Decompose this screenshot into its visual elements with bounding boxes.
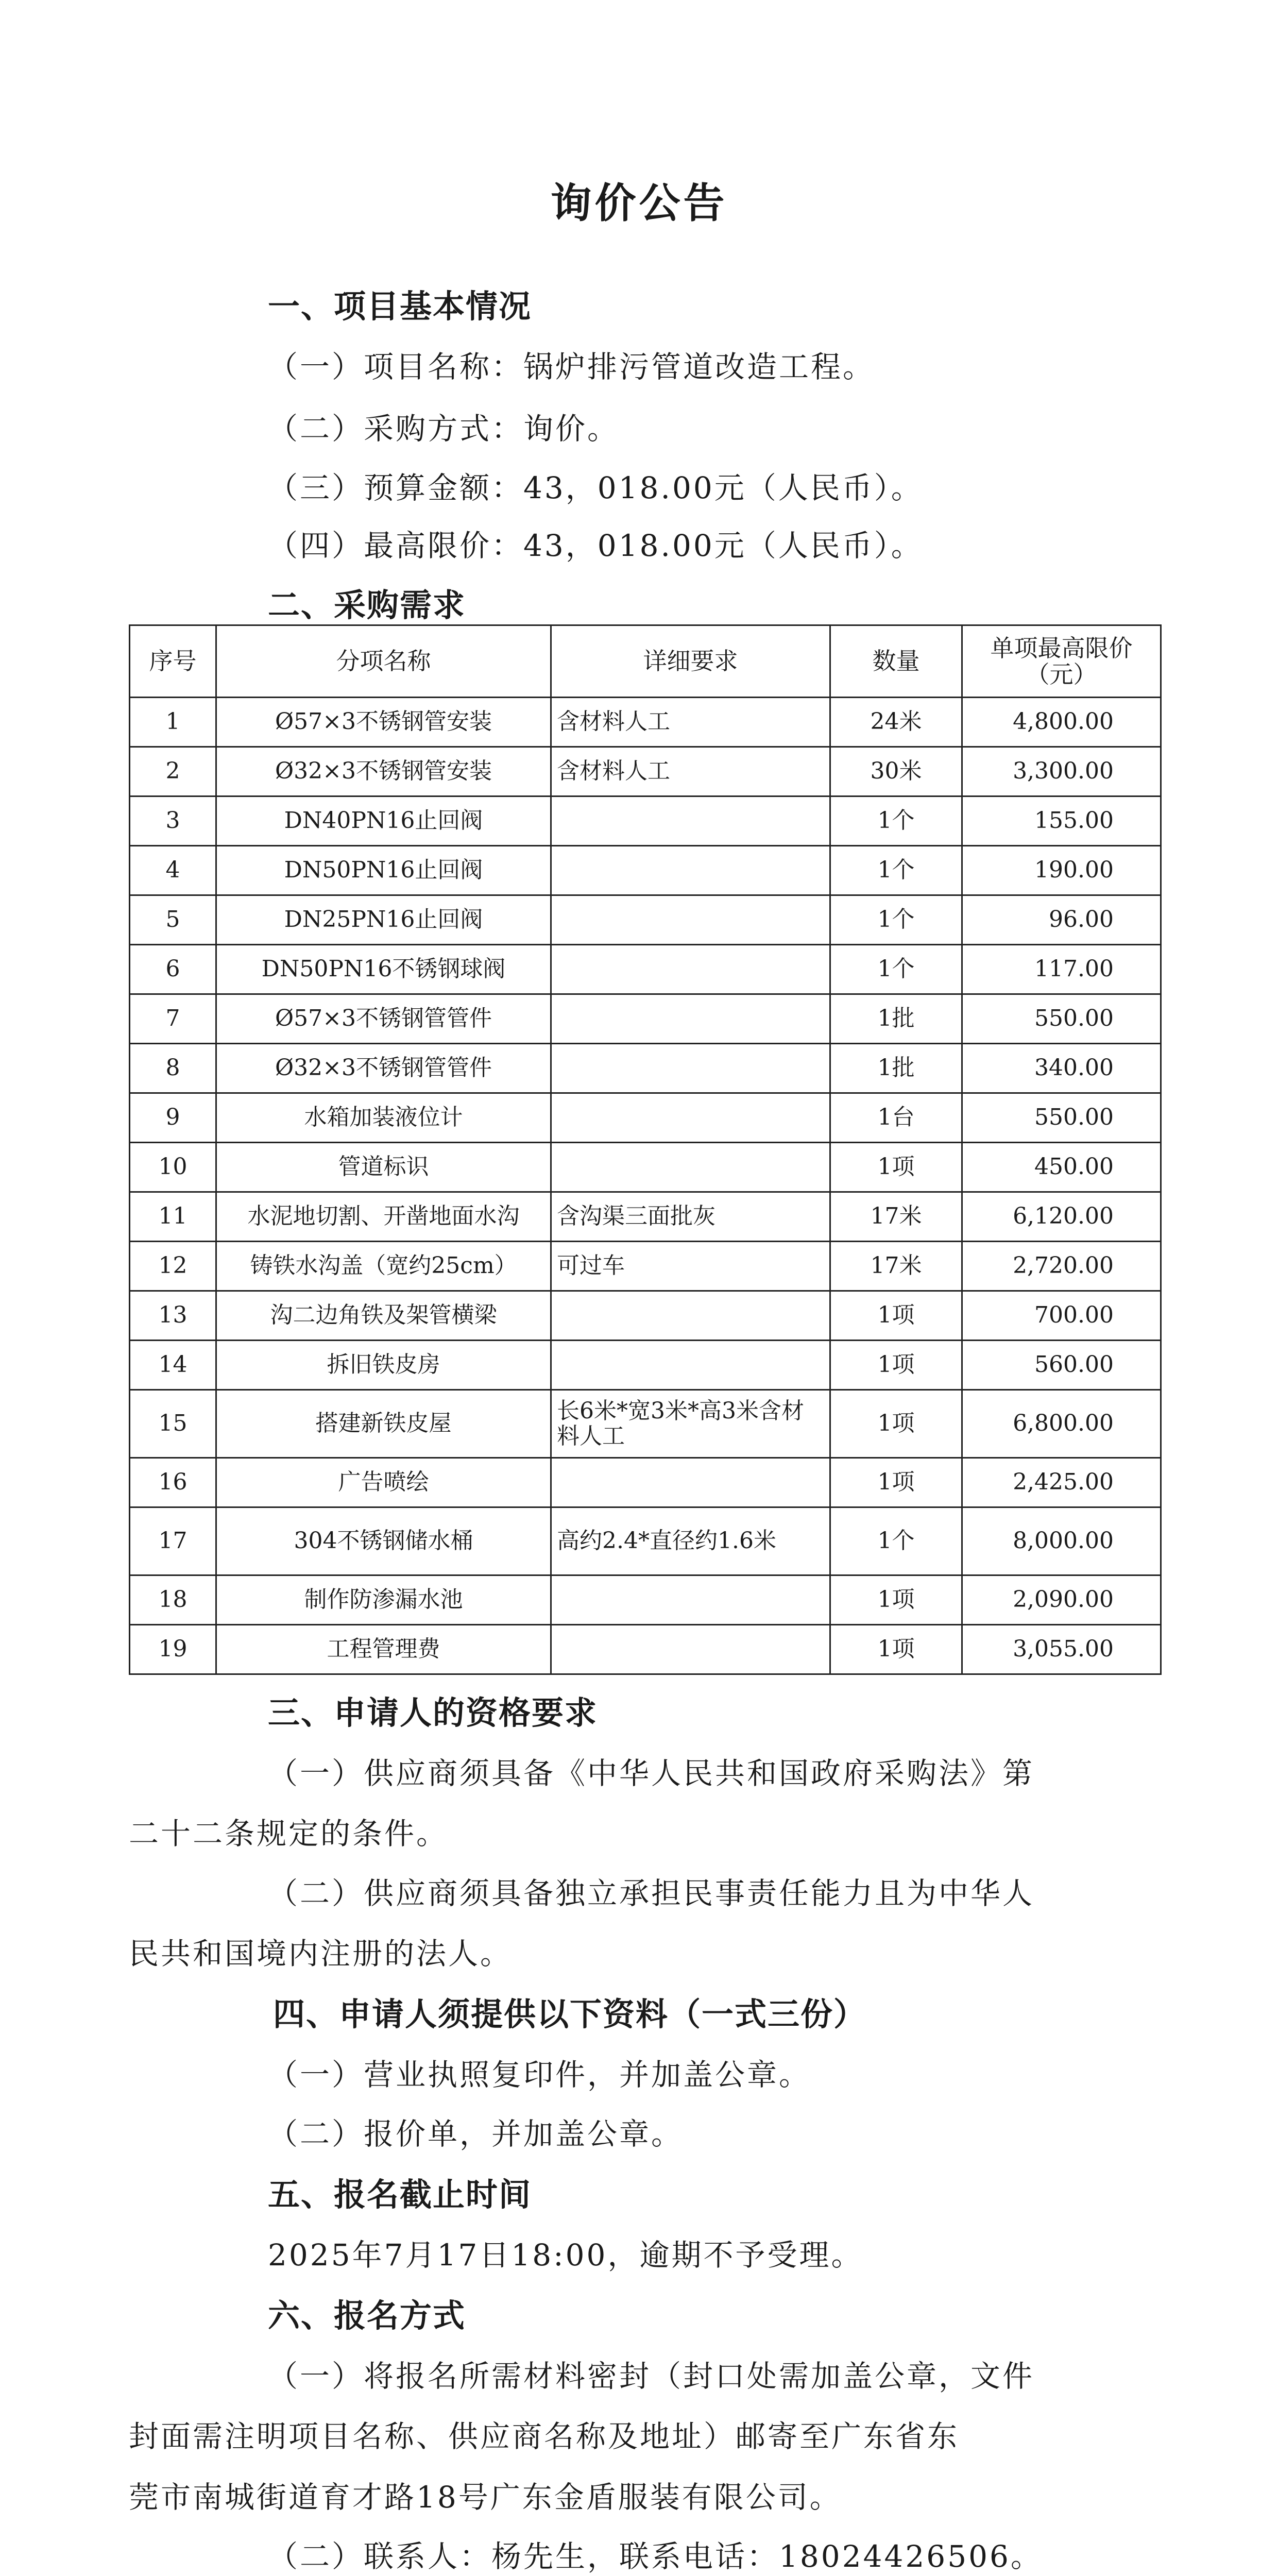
cell-quantity: 1个 xyxy=(830,796,962,846)
cell-quantity: 30米 xyxy=(830,747,962,796)
table-row xyxy=(130,1192,1161,1242)
cell-item-name: Ø32×3不锈钢管管件 xyxy=(216,1044,551,1093)
cell-no: 18 xyxy=(130,1575,216,1625)
cell-requirement xyxy=(551,1044,830,1093)
cell-quantity: 1台 xyxy=(830,1093,962,1143)
cell-requirement: 含材料人工 xyxy=(551,747,830,796)
header-quantity: 数量 xyxy=(830,625,962,698)
cell-no: 13 xyxy=(130,1291,216,1341)
cell-max-price: 3,300.00 xyxy=(962,747,1161,796)
registration-1-line-3: 莞市南城街道育才路18号广东金盾服装有限公司。 xyxy=(129,2480,842,2515)
requirements-table xyxy=(129,624,1162,1675)
table-row xyxy=(130,1575,1161,1625)
cell-quantity: 1项 xyxy=(830,1291,962,1341)
table-row xyxy=(130,1390,1161,1458)
deadline-line: 2025年7月17日18:00，逾期不予受理。 xyxy=(268,2238,863,2273)
cell-requirement: 长6米*宽3米*高3米含材料人工 xyxy=(551,1390,830,1458)
qualification-1-line-2: 二十二条规定的条件。 xyxy=(129,1816,449,1851)
procurement-method-line: （二）采购方式：询价。 xyxy=(268,411,620,446)
cell-max-price: 550.00 xyxy=(962,1093,1161,1143)
cell-quantity: 1项 xyxy=(830,1341,962,1390)
cell-item-name: DN25PN16止回阀 xyxy=(216,895,551,945)
cell-requirement xyxy=(551,846,830,895)
cell-quantity: 17米 xyxy=(830,1192,962,1242)
cell-quantity: 1批 xyxy=(830,994,962,1044)
material-1-line: （一）营业执照复印件，并加盖公章。 xyxy=(268,2057,811,2092)
cell-quantity: 1批 xyxy=(830,1044,962,1093)
table-row xyxy=(130,747,1161,796)
material-2-line: （二）报价单，并加盖公章。 xyxy=(268,2116,684,2151)
cell-no: 15 xyxy=(130,1390,216,1458)
cell-quantity: 1项 xyxy=(830,1390,962,1458)
header-no: 序号 xyxy=(130,625,216,698)
project-name-line: （一）项目名称：锅炉排污管道改造工程。 xyxy=(268,349,875,384)
cell-requirement xyxy=(551,1341,830,1390)
cell-requirement: 高约2.4*直径约1.6米 xyxy=(551,1507,830,1575)
table-row xyxy=(130,1291,1161,1341)
cell-item-name: 搭建新铁皮屋 xyxy=(216,1390,551,1458)
cell-requirement xyxy=(551,1575,830,1625)
cell-item-name: 沟二边角铁及架管横梁 xyxy=(216,1291,551,1341)
cell-quantity: 1个 xyxy=(830,895,962,945)
cell-no: 1 xyxy=(130,698,216,747)
table-row xyxy=(130,1242,1161,1291)
cell-no: 14 xyxy=(130,1341,216,1390)
header-requirement: 详细要求 xyxy=(551,625,830,698)
table-row xyxy=(130,1507,1161,1575)
cell-quantity: 1个 xyxy=(830,945,962,994)
cell-requirement xyxy=(551,895,830,945)
cell-max-price: 6,120.00 xyxy=(962,1192,1161,1242)
cell-no: 12 xyxy=(130,1242,216,1291)
cell-quantity: 1项 xyxy=(830,1575,962,1625)
qualification-2-line-1: （二）供应商须具备独立承担民事责任能力且为中华人 xyxy=(268,1876,1035,1911)
table-row xyxy=(130,1458,1161,1507)
cell-requirement xyxy=(551,1458,830,1507)
cell-max-price: 2,425.00 xyxy=(962,1458,1161,1507)
cell-item-name: Ø57×3不锈钢管管件 xyxy=(216,994,551,1044)
cell-quantity: 24米 xyxy=(830,698,962,747)
cell-no: 3 xyxy=(130,796,216,846)
header-max-price: 单项最高限价（元） xyxy=(962,625,1161,698)
cell-quantity: 1个 xyxy=(830,1507,962,1575)
qualification-2-line-2: 民共和国境内注册的法人。 xyxy=(129,1936,513,1971)
budget-line: （三）预算金额：43，018.00元（人民币）。 xyxy=(268,470,923,505)
cell-no: 7 xyxy=(130,994,216,1044)
cell-quantity: 17米 xyxy=(830,1242,962,1291)
cell-no: 10 xyxy=(130,1143,216,1192)
cell-max-price: 550.00 xyxy=(962,994,1161,1044)
cell-requirement xyxy=(551,1093,830,1143)
cell-no: 9 xyxy=(130,1093,216,1143)
section-4-heading: 四、申请人须提供以下资料（一式三份） xyxy=(273,1995,867,2033)
cell-item-name: Ø32×3不锈钢管安装 xyxy=(216,747,551,796)
cell-max-price: 340.00 xyxy=(962,1044,1161,1093)
registration-1-line-2: 封面需注明项目名称、供应商名称及地址）邮寄至广东省东 xyxy=(129,2419,960,2454)
cell-no: 16 xyxy=(130,1458,216,1507)
cell-quantity: 1项 xyxy=(830,1143,962,1192)
cell-max-price: 4,800.00 xyxy=(962,698,1161,747)
cell-no: 2 xyxy=(130,747,216,796)
cell-item-name: DN50PN16止回阀 xyxy=(216,846,551,895)
cell-max-price: 560.00 xyxy=(962,1341,1161,1390)
cell-requirement xyxy=(551,945,830,994)
cell-item-name: 水箱加装液位计 xyxy=(216,1093,551,1143)
section-6-heading: 六、报名方式 xyxy=(268,2297,466,2334)
cell-requirement: 可过车 xyxy=(551,1242,830,1291)
cell-item-name: 拆旧铁皮房 xyxy=(216,1341,551,1390)
cell-item-name: 管道标识 xyxy=(216,1143,551,1192)
page-title: 询价公告 xyxy=(550,179,728,227)
cell-max-price: 96.00 xyxy=(962,895,1161,945)
cell-requirement xyxy=(551,1625,830,1674)
table-row xyxy=(130,1341,1161,1390)
cell-no: 17 xyxy=(130,1507,216,1575)
cell-requirement xyxy=(551,1291,830,1341)
cell-max-price: 190.00 xyxy=(962,846,1161,895)
cell-requirement xyxy=(551,994,830,1044)
cell-requirement xyxy=(551,1143,830,1192)
section-1-heading: 一、项目基本情况 xyxy=(268,287,532,325)
cell-max-price: 2,720.00 xyxy=(962,1242,1161,1291)
cell-item-name: 工程管理费 xyxy=(216,1625,551,1674)
section-3-heading: 三、申请人的资格要求 xyxy=(268,1694,598,1732)
cell-quantity: 1项 xyxy=(830,1625,962,1674)
table-row xyxy=(130,1093,1161,1143)
cell-max-price: 155.00 xyxy=(962,796,1161,846)
cell-item-name: 制作防渗漏水池 xyxy=(216,1575,551,1625)
cell-max-price: 8,000.00 xyxy=(962,1507,1161,1575)
table-header-row xyxy=(130,625,1161,698)
registration-1-line-1: （一）将报名所需材料密封（封口处需加盖公章，文件 xyxy=(268,2359,1035,2394)
table-row xyxy=(130,698,1161,747)
cell-no: 6 xyxy=(130,945,216,994)
cell-quantity: 1项 xyxy=(830,1458,962,1507)
cell-max-price: 2,090.00 xyxy=(962,1575,1161,1625)
table-row xyxy=(130,895,1161,945)
qualification-1-line-1: （一）供应商须具备《中华人民共和国政府采购法》第 xyxy=(268,1756,1035,1791)
max-price-line: （四）最高限价：43，018.00元（人民币）。 xyxy=(268,528,923,563)
cell-no: 5 xyxy=(130,895,216,945)
cell-item-name: 广告喷绘 xyxy=(216,1458,551,1507)
header-item-name: 分项名称 xyxy=(216,625,551,698)
section-5-heading: 五、报名截止时间 xyxy=(268,2176,532,2213)
table-row xyxy=(130,994,1161,1044)
cell-requirement: 含沟渠三面批灰 xyxy=(551,1192,830,1242)
cell-max-price: 700.00 xyxy=(962,1291,1161,1341)
table-row xyxy=(130,796,1161,846)
cell-max-price: 3,055.00 xyxy=(962,1625,1161,1674)
cell-item-name: 铸铁水沟盖（宽约25cm） xyxy=(216,1242,551,1291)
table-row xyxy=(130,1143,1161,1192)
cell-max-price: 117.00 xyxy=(962,945,1161,994)
table-row xyxy=(130,846,1161,895)
cell-no: 4 xyxy=(130,846,216,895)
cell-item-name: DN40PN16止回阀 xyxy=(216,796,551,846)
cell-requirement xyxy=(551,796,830,846)
cell-item-name: 水泥地切割、开凿地面水沟 xyxy=(216,1192,551,1242)
table-row xyxy=(130,1044,1161,1093)
cell-no: 11 xyxy=(130,1192,216,1242)
section-2-heading: 二、采购需求 xyxy=(268,586,466,624)
cell-item-name: Ø57×3不锈钢管安装 xyxy=(216,698,551,747)
cell-quantity: 1个 xyxy=(830,846,962,895)
contact-line: （二）联系人：杨先生，联系电话：18024426506。 xyxy=(268,2539,1043,2574)
cell-requirement: 含材料人工 xyxy=(551,698,830,747)
cell-item-name: DN50PN16不锈钢球阀 xyxy=(216,945,551,994)
cell-no: 19 xyxy=(130,1625,216,1674)
cell-no: 8 xyxy=(130,1044,216,1093)
table-row xyxy=(130,1625,1161,1674)
cell-max-price: 6,800.00 xyxy=(962,1390,1161,1458)
cell-item-name: 304不锈钢储水桶 xyxy=(216,1507,551,1575)
cell-max-price: 450.00 xyxy=(962,1143,1161,1192)
table-row xyxy=(130,945,1161,994)
